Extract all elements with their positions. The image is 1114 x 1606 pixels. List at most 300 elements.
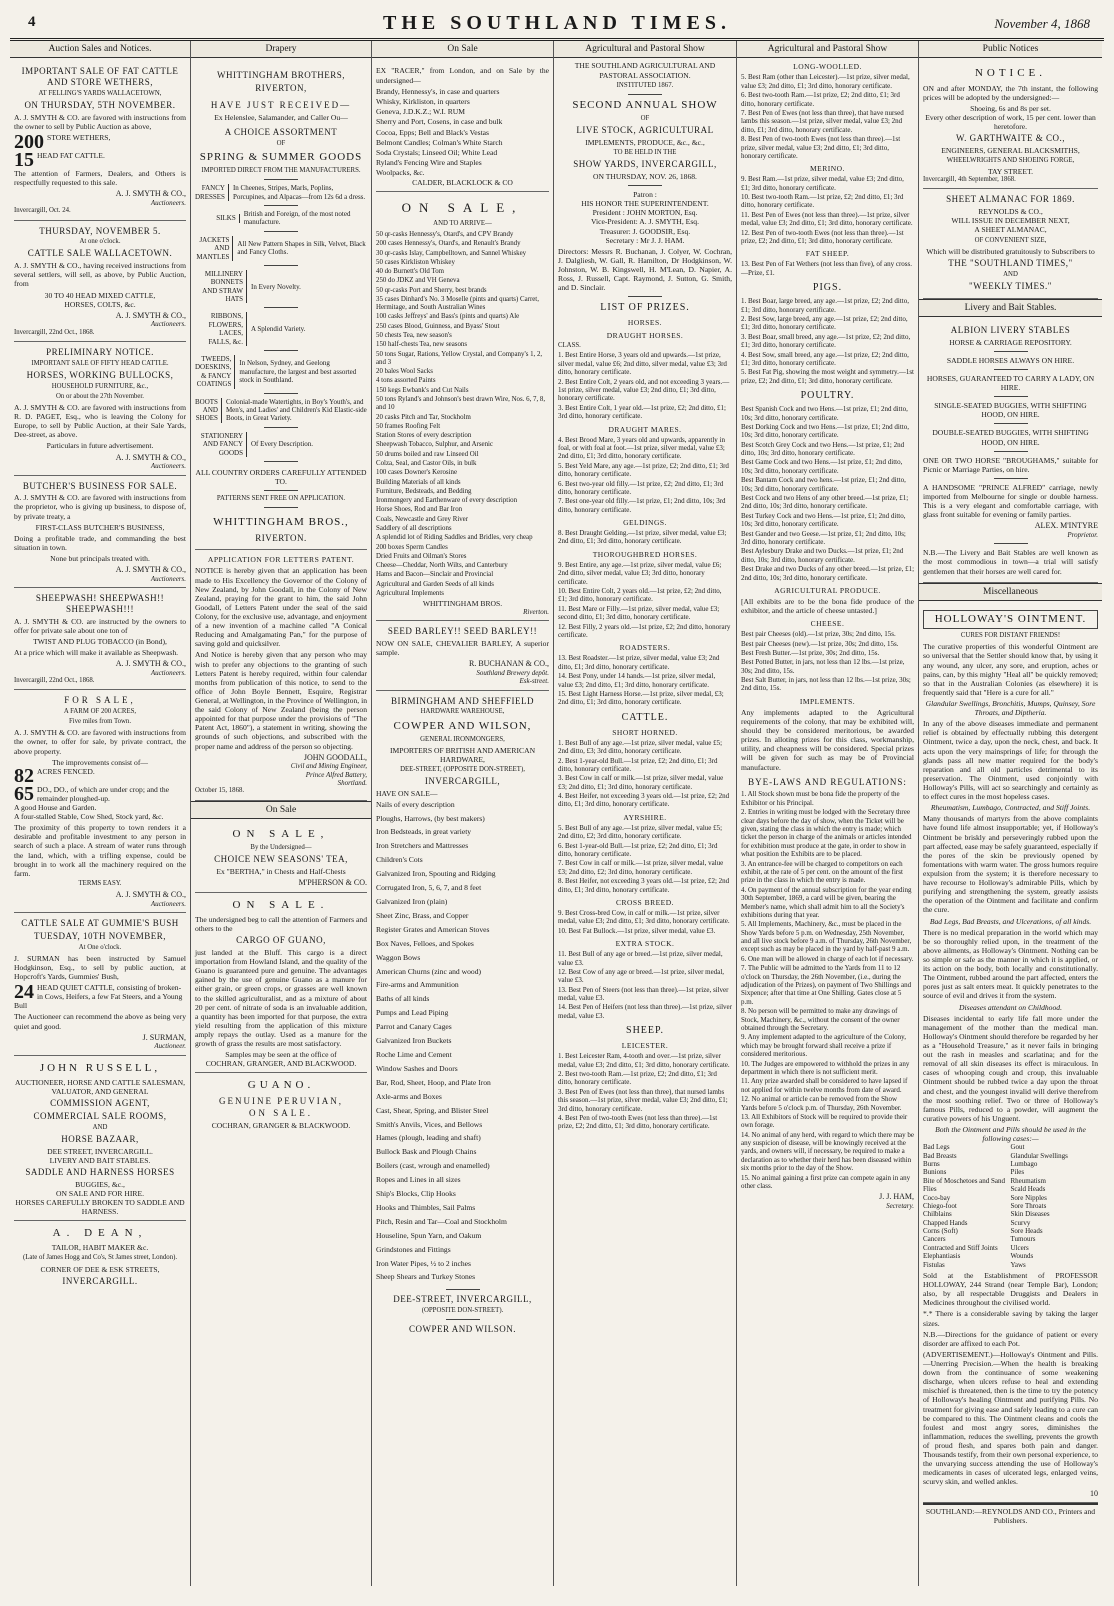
- ad-body: A. J. SMYTH & CO. are favored with instructions from the owner to sell by Public Auction as above,: [14, 112, 186, 132]
- ailment: Gout: [1010, 1143, 1025, 1152]
- ad-title: CATTLE SALE AT GUMMIE'S BUSH: [21, 918, 179, 929]
- ad-line: AND: [1003, 270, 1018, 278]
- ad-item: HORSES, COLTS, &c.: [64, 299, 136, 309]
- section-heading: THOROUGHBRED HORSES.: [592, 549, 698, 559]
- section-heading: IMPLEMENTS.: [799, 696, 856, 706]
- ad-signer: WHITTINGHAM BROS.: [422, 598, 503, 608]
- ad-price: Every other description of work, 15 per cent. lower than heretofore.: [925, 112, 1096, 132]
- ad-signer: A. J. SMYTH & CO.,: [115, 310, 186, 320]
- officer: Treasurer: J. GOODSIR, Esq.: [599, 226, 691, 236]
- ad-role: Southland Brewery depôt.: [476, 668, 549, 677]
- drapery-item: [195, 236, 367, 261]
- section-heading: PIGS.: [812, 282, 843, 294]
- goods-item: Ironmongery and Earthenware of every description: [376, 497, 518, 505]
- goods-item: 50 qr-casks Port and Sherry, best brands: [376, 286, 487, 294]
- goods-item: 100 casks Jeffreys' and Bass's (pints and quarts) Ale: [376, 313, 520, 321]
- show-title: SECOND ANNUAL SHOW: [572, 98, 718, 111]
- prize-entry: 13. Best Pen of Fat Wethers (not less than five), of any cross.—Prize, £1.: [741, 260, 912, 277]
- ad-note: Particulars in future advertisement.: [46, 441, 154, 451]
- ad-town: INVERCARGILL.: [62, 1275, 138, 1286]
- ad-sub: A FARM OF 200 ACRES,: [63, 708, 137, 716]
- ad-line: PATTERNS SENT FREE ON APPLICATION.: [216, 495, 346, 503]
- prize-entry: Best Gander and two Geese.—1st prize, £1; 2nd ditto, 10s; 3rd ditto, honorary certificate.: [741, 529, 906, 546]
- hardware-item: Iron Water Pipes, ½ to 2 inches: [376, 1258, 471, 1268]
- prize-entry: 10. Best two-tooth Ram.—1st prize, £2; 2nd ditto, £1; 3rd ditto, honorary certificate.: [741, 193, 904, 210]
- ad-role: Shortland.: [337, 778, 367, 787]
- section-heading: POULTRY.: [800, 390, 855, 402]
- prize-entry: 1. Best Boar, large breed, any age.—1st prize, £2; 2nd ditto, £1; 3rd ditto, honorary certificate.: [741, 297, 909, 314]
- column-heading: Drapery: [191, 41, 371, 58]
- prize-entry: 14. Best Pony, under 14 hands.—1st prize, silver medal, value £3; 2nd ditto, £1; 3rd ditto, honorary certificate.: [558, 672, 716, 689]
- ad-signer: JOHN GOODALL,: [303, 752, 367, 762]
- drapery-item-label: JACKETS AND MANTLES: [195, 236, 233, 261]
- ad-body: Diseases incidental to early life fall more under the management of the mother than the medical man. Holloway's Ointment should therefore be regarded by her as a "Household Treasure," as it never fails in bringing out the rash in measles and scarlatina; and for the removal of all skin diseases its effect is miraculous. In cases of whooping cough and croup, this invaluable Ointment should be rubbed twice a day upon the throat and chest, and the youngest invalid will derive therefrom the most soothing relief. Two or three of Holloway's famous Pills, reduced to a powder, will augment the curative powers of his Unguent.: [923, 1013, 1098, 1123]
- ad-line: COMMERCIAL SALE ROOMS,: [33, 1110, 167, 1121]
- goods-item: Furniture, Bedsteads, and Bedding: [376, 487, 472, 495]
- ad-town: Riverton.: [523, 607, 549, 616]
- ailment: Chiego-foot: [923, 1201, 957, 1210]
- ad-line: SINGLE-SEATED BUGGIES, WITH SHIFTING HOOD, ON HIRE.: [934, 401, 1087, 420]
- ad-line: DOUBLE-SEATED BUGGIES, WITH SHIFTING HOOD, ON HIRE.: [932, 428, 1089, 447]
- ad-holloways-ointment: [923, 604, 1098, 1503]
- ad-town: RIVERTON.: [255, 532, 307, 543]
- patron-label: Patron :: [633, 190, 657, 200]
- prize-entry: 11. Best Bull of any age or breed.—1st prize, silver medal, value £3.: [558, 950, 723, 967]
- show-title: LIVE STOCK, AGRICULTURAL: [576, 125, 714, 136]
- ailments-left: [923, 1143, 1011, 1269]
- ad-by: By the Undersigned—: [250, 844, 312, 852]
- ad-gummies-bush-sale: [14, 913, 186, 1056]
- prize-entry: 8. Best Draught Gelding.—1st prize, silver medal, value £3; 2nd ditto, £1; 3rd ditto, honorary certificate.: [558, 529, 727, 546]
- column-show-1: [554, 41, 737, 1586]
- ailment: Corns (Soft): [923, 1227, 958, 1236]
- hardware-item: Pumps and Lead Piping: [376, 1008, 449, 1018]
- ad-line: A SHEET ALMANAC,: [974, 225, 1047, 235]
- goods-item: Soda Crystals; Linseed Oil; White Lead: [376, 147, 498, 157]
- ailment: Tumours: [1010, 1235, 1036, 1244]
- bylaw-entry: 6. One man will be allowed in charge of each lot if necessary.: [741, 954, 914, 963]
- ad-title: SHEEPWASH! SHEEPWASH!! SHEEPWASH!!!: [35, 593, 165, 614]
- ailment: Burns: [923, 1159, 940, 1168]
- ad-title: ON SALE.: [232, 898, 330, 911]
- quantity: 200: [14, 131, 44, 154]
- ad-line: DEE-STREET, INVERCARGILL,: [393, 1293, 532, 1304]
- goods-item: Building Materials of all kinds: [376, 478, 461, 486]
- prize-entry: 7. Best Pen of Ewes (not less than three), that have nursed lambs this season.—1st prize, silver medal, value £3; 2nd ditto, £1; 3rd ditto, honorary certificate.: [741, 108, 904, 134]
- implements-body: Any implements adapted to the Agricultural requirements of the colony, that may be exhibited will, should they be considered meritorious, be awarded prizes. In alloting prizes for this class, workmanship, utility, and cheapness will be considered. Special prizes will be given for such as may be of Provincial manufacture.: [741, 707, 914, 772]
- column-auction-sales: [10, 41, 191, 1586]
- prize-entry: Best Dorking Cock and two Hens.—1st prize, £1; 2nd ditto, 10s; 3rd ditto, honorary certificate.: [741, 422, 909, 440]
- ad-title: NOTICE.: [974, 67, 1047, 80]
- prize-entry: Best Scotch Grey Cock and two Hens.—1st prize, £1; 2nd ditto, 10s; 3rd ditto, honorary certificate.: [741, 440, 905, 458]
- ad-title: ON SALE,: [401, 199, 524, 215]
- ad-trade: WHEELWRIGHTS AND SHOEING FORGE,: [946, 157, 1075, 165]
- section-heading: MERINO.: [810, 164, 845, 174]
- hardware-item: Cast, Shear, Spring, and Blister Steel: [376, 1105, 489, 1115]
- goods-item: 20 bales Wool Sacks: [376, 368, 433, 376]
- drapery-item: [195, 355, 367, 389]
- goods-item: 250 cases Blood, Guinness, and Byass' Stout: [376, 322, 500, 330]
- goods-item: 50 tons Ryland's and Johnson's best drawn Wire, Nos. 6, 7, 8, and 10: [376, 396, 546, 412]
- hardware-item: Parrot and Canary Cages: [376, 1022, 452, 1032]
- prize-entry: Best pair Cheeses (new).—1st prize, 30s; 2nd ditto, 15s.: [741, 639, 899, 648]
- ad-line: ALL COUNTRY ORDERS CAREFULLY ATTENDED TO.: [195, 467, 367, 487]
- ad-signer: A. J. SMYTH & CO.,: [115, 565, 186, 575]
- ad-role: Auctioneers.: [150, 574, 186, 583]
- ad-sub: AND TO ARRIVE—: [433, 220, 492, 228]
- page-columns: [10, 41, 1104, 1586]
- patron: HIS HONOR THE SUPERINTENDENT.: [581, 199, 709, 209]
- drapery-item: [195, 210, 367, 227]
- ad-line: AUCTIONEER, HORSE AND CATTLE SALESMAN, VALUATOR, AND GENERAL: [14, 1077, 186, 1096]
- ad-line: Ex "BERTHA," in Chests and Half-Chests: [216, 867, 346, 877]
- goods-item: Saddlery of all descriptions: [376, 524, 452, 532]
- section-heading: LEICESTER.: [621, 1041, 669, 1051]
- ad-line: "WEEKLY TIMES.": [969, 280, 1052, 291]
- column-heading: Agricultural and Pastoral Show: [737, 41, 918, 58]
- ad-body: (ADVERTISEMENT.)—Holloway's Ointment and Pills.—Unerring Precision.—When the health is breaking down from the continuance of some weakening discharge, when ulcers refuse to heal and extending mischief is threatened, then is the time to try the potency of Holloway's healing Ointment and purifying Pills. No treatment for giving ease and safely leading to a cure can be compared to this. The Ointment cleans and cools the foulest and most angry sores, diminishes the inflammation, reduces the swelling, prevents the growth of proud flesh, and spares both pain and danger. Thousands testify, from their own personal experience, to the unvarying success attending the use of Holloway's medicaments in cases of ulcerated legs, enlarged veins, scurvy skin, and welled ankles.: [923, 1349, 1098, 1487]
- ad-dateline: Invercargill, Oct. 24.: [14, 207, 71, 215]
- ad-body: There is no medical preparation in the world which may be so thoroughly relied upon, in the treatment of the above ailments, as Holloway's Ointment. Nothing can be so simple or safe as the manner in which it is applied, or its action on the body, both locally and constitutionally. The Ointment, rubbed around the part affected, enters the pores just as salt enters meat. It quickly penetrates to the source of evil and drives it from the system.: [923, 927, 1098, 1001]
- ad-line: SADDLE AND HARNESS HORSES: [25, 1166, 175, 1177]
- ad-extra: A good House and Garden.: [14, 803, 97, 813]
- ad-body: NOW ON SALE, CHEVALIER BARLEY, A superior sample.: [376, 639, 549, 658]
- ad-body: A. J. SMYTH & CO. are favored with instructions from the proprietor, who is giving up business, to dispose of, by private treaty, a: [14, 493, 186, 521]
- hardware-item: Iron Stretchers and Mattresses: [376, 841, 469, 851]
- section-heading: DRAUGHT HORSES.: [606, 331, 684, 341]
- ad-name: JOHN RUSSELL,: [39, 1061, 161, 1074]
- prize-entry: 6. Best two-year old filly.—1st prize, £2; 2nd ditto, £1; 3rd ditto, honorary certificate.: [558, 479, 724, 496]
- ad-a-dean: [14, 1221, 186, 1292]
- goods-item: 50 frames Roofing Felt: [376, 422, 441, 430]
- ad-item: CARGO OF GUANO,: [236, 935, 326, 946]
- ad-body: A. J. SMYTH & CO. are favored with instructions from the owner, to offer for sale, by private contract, the above property.: [14, 728, 186, 756]
- drapery-item-label: BOOTS AND SHOES: [195, 398, 222, 423]
- prize-entry: 1. Best Leicester Ram, 4-tooth and over.—1st prize, silver medal, value £3; 2nd ditto, £1; 3rd ditto, honorary certificate.: [558, 1052, 730, 1069]
- column-drapery: [191, 41, 372, 1586]
- ad-title: ON SALE,: [232, 827, 330, 840]
- ailment: Wounds: [1010, 1252, 1034, 1261]
- hardware-item: Ship's Blocks, Clip Hooks: [376, 1189, 456, 1199]
- goods-item: 4 tons assorted Paints: [376, 377, 436, 385]
- section-heading: HORSES.: [627, 318, 663, 328]
- ad-date: TUESDAY, 10TH NOVEMBER,: [33, 930, 166, 941]
- column-on-sale: [372, 41, 554, 1586]
- ad-sub: Five miles from Town.: [68, 718, 132, 726]
- instituted: INSTITUTED 1867.: [616, 81, 674, 89]
- ad-body: The undersigned beg to call the attention of Farmers and others to the: [195, 914, 367, 934]
- quantity-text: HEAD QUIET CATTLE, consisting of broken-in Cows, Heifers, a few Fat Steers, and a Young Bull: [14, 983, 183, 1011]
- quantity: 65: [14, 782, 34, 805]
- divider: [628, 296, 662, 297]
- prize-list: [558, 351, 732, 420]
- ad-line: WILL ISSUE IN DECEMBER NEXT,: [951, 216, 1070, 226]
- hardware-item: Galvanized Iron (plain): [376, 897, 448, 907]
- hardware-item: Waggon Bows: [376, 952, 421, 962]
- prize-list: [558, 561, 732, 640]
- ad-signer: A. J. SMYTH & CO.,: [115, 659, 186, 669]
- hardware-item: Iron Bedsteads, in great variety: [376, 827, 472, 837]
- divider: [994, 451, 1028, 452]
- page-number: 4: [28, 14, 36, 30]
- divider: [628, 185, 662, 186]
- show-title-of: OF: [640, 114, 650, 122]
- ad-farm-for-sale: [14, 690, 186, 913]
- ailment: Chilblains: [923, 1210, 952, 1219]
- ad-late: (Late of James Hogg and Co's, St James street, London).: [22, 1254, 178, 1262]
- ad-title: SEED BARLEY!! SEED BARLEY!!: [387, 626, 538, 637]
- drapery-item-label: FANCY DRESSES: [195, 184, 229, 201]
- ad-item: FIRST-CLASS BUTCHER'S BUSINESS,: [35, 522, 165, 532]
- prize-entry: 8. Best Pen of two-tooth Ewes (not less than three).—1st prize, silver medal, value £3; 2nd ditto, £1; 3rd ditto, honorary certificate.: [741, 135, 901, 160]
- section-heading: DRAUGHT MARES.: [608, 424, 682, 434]
- column-heading: Public Notices: [919, 41, 1102, 58]
- bylaw-entry: 4. On payment of the annual subscription for the year ending 30th September, 1869, a card will be given, bearing the Member's name, which shall admit him to all the Society's exhibitions during that year.: [741, 885, 912, 919]
- ad-whittingham-drapery: [195, 61, 367, 550]
- ad-preliminary-notice: [14, 342, 186, 476]
- divider: [628, 94, 662, 95]
- ad-body: just landed at the Bluff. This cargo is a direct importation from Howland Island, and the quality of the Guano is guaranteed pure and genuine. The advantages gained by the use of genuine Guano as a manure for either grain, or green crops, or grasses are well known to the skilled agriculturalist, and as a mixture of about 20 per cent. of nitrate of soda is an invaluable addition, a quantity has been imported for that purpose, the extra yield resulting from the application of this mixture amply repays the outlay. Used as a manure for the growth of grass the results are most satisfactory.: [195, 947, 367, 1049]
- hardware-item: Fire-arms and Ammunition: [376, 980, 459, 990]
- secretary-role: Secretary.: [886, 1202, 914, 1210]
- goods-item: Cocoa, Epps; Bell and Black's Vestas: [376, 127, 490, 137]
- ad-line: THE "SOUTHLAND TIMES,": [948, 257, 1073, 268]
- column-heading: Agricultural and Pastoral Show: [554, 41, 736, 58]
- prize-entry: 11. Best Pen of Ewes (not less than three).—1st prize, silver medal, value £3; 2nd ditto, £1; 3rd ditto, honorary certificate.: [741, 210, 913, 228]
- ad-name: A. DEAN,: [52, 1227, 148, 1240]
- ad-john-russell: [14, 1056, 186, 1221]
- hardware-item: Roche Lime and Cement: [376, 1049, 452, 1059]
- goods-item: Sheepwash Tobacco, Sulphur, and Arsenic: [376, 441, 493, 449]
- ad-body: In any of the above diseases immediate and permanent relief is obtained by effectually rubbing this detergent Ointment, twice a day, upon the neck, chest, and back. It acts upon the very mainsprings of life; for through the glands pass all new matter required for the body's reparation and all old particles detrimental to its preservation. The Ointment, used conjointly with Holloway's Pills, will act so searchingly and certainly as to effect cures in the most hopeless cases.: [923, 719, 1098, 802]
- ailment: Cancers: [923, 1235, 946, 1244]
- ad-dateline: Invercargill, 22nd Oct., 1868.: [14, 677, 95, 685]
- prize-entry: 12. Best Filly, 2 years old.—1st prize, £2; 2nd ditto, honorary certificate.: [558, 622, 731, 639]
- hardware-item: Box Naves, Felloes, and Spokes: [376, 938, 474, 948]
- directors: Directors: Messrs R. Buchanan, J. Colyer, W. Cochran, J. Dalgliesh, W. Gall, R. Hamilton, Dr Hodgkinson, W. Johnston, W. B. Kingswell, H. M'Lean, D. Napier, A. Ross, J. Russell, Capt. Raymond, J. Sutton, G. Smith, and D. Sinclair.: [558, 246, 732, 293]
- prize-entry: Best Aylesbury Drake and two Ducks.—1st prize, £1; 2nd ditto, 10s; 3rd ditto, honorary certificate.: [741, 547, 904, 564]
- ad-body: N.B.—Directions for the guidance of patient or every disorder are affixed to each Pot.: [923, 1329, 1098, 1348]
- ad-subhead: Rheumatism, Lumbago, Contracted, and Stiff Joints.: [930, 803, 1091, 813]
- hardware-item: Ropes and Lines in all sizes: [376, 1175, 461, 1185]
- ad-body: The proximity of this property to town renders it a desirable and profitable investment to any person in search of such a place. A stream of water runs through the land, which, with a trifling expense, could be brought in to work all the machinery required on the farm.: [14, 823, 186, 878]
- quantity-text: DO., DO., of which are under crop; and the remainder ploughed-up.: [37, 784, 170, 803]
- ad-signer: M'PHERSON & CO.: [298, 878, 367, 888]
- section-heading: LONG-WOOLLED.: [793, 62, 862, 72]
- column-heading: On Sale: [372, 41, 553, 58]
- quantity: 15: [14, 149, 34, 172]
- ad-line: HAVE ON SALE—: [376, 789, 438, 799]
- ailment: Lumbago: [1010, 1159, 1038, 1168]
- prize-entry: 6. Best 1-year-old Bull.—1st prize, £2; 2nd ditto, £1; 3rd ditto, honorary certificate.: [558, 841, 718, 859]
- quantity: 82: [14, 764, 34, 787]
- imprint: SOUTHLAND:—REYNOLDS AND CO., Printers and Publishers.: [923, 1503, 1098, 1525]
- ad-role: Auctioneers.: [150, 462, 186, 471]
- quantity-text: ACRES FENCED.: [37, 766, 95, 776]
- section-heading: FAT SHEEP.: [805, 249, 850, 259]
- ad-body: A. J. SMYTH & CO., having received instructions from several settlers, will sell, as above, by Public Auction, from: [14, 261, 186, 289]
- produce-note: [All exhibits are to be the bona fide produce of the exhibitor, and the article of cheese untasted.]: [741, 596, 914, 616]
- ad-name: WHITTINGHAM BROS.,: [213, 516, 349, 529]
- ad-sub: CURES FOR DISTANT FRIENDS!: [960, 632, 1061, 640]
- bylaw-entry: 12. No animal or article can be removed from the Show Yards before 5 o'clock p.m. of Thursday, 26th November.: [741, 1095, 902, 1112]
- goods-item: 50 cases Kirkliston Whiskey: [376, 258, 455, 266]
- bylaws-heading: BYE-LAWS AND REGULATIONS:: [748, 776, 907, 787]
- ad-title: ALBION LIVERY STABLES: [950, 324, 1071, 335]
- prize-entry: 4. Best Heifer, not exceeding 3 years old.—1st prize, £2; 2nd ditto, £1; 3rd ditto, honorary certificate.: [558, 792, 730, 809]
- ailments-right: [1011, 1143, 1099, 1269]
- ad-line: HORSE BAZAAR,: [61, 1133, 139, 1144]
- prize-entry: 7. Best Cow in calf or milk.—1st prize, silver medal, value £3; 2nd ditto, £2; 3rd ditto, honorary certificate.: [558, 859, 724, 876]
- prize-entry: 9. Best Entire, any age.—1st prize, silver medal, value £6; 2nd ditto, silver medal, value £3; 3rd ditto, honorary certificate.: [558, 560, 722, 586]
- ad-price: Shoeing, 6s and 8s per set.: [970, 103, 1051, 113]
- goods-item: Geneva, J.D.K.Z.; W.I. RUM: [376, 107, 466, 117]
- drapery-item: [195, 398, 367, 423]
- ad-line: LIVERY AND BAIT STABLES.: [49, 1155, 151, 1165]
- ailment: Scald Heads: [1010, 1185, 1046, 1194]
- hardware-item: Galvanized Iron, Spouting and Ridging: [376, 869, 496, 879]
- ad-line: ON SALE.: [249, 1108, 313, 1119]
- ad-fat-cattle-sale: [14, 61, 186, 220]
- ad-addr: CORNER OF DEE & ESK STREETS,: [40, 1264, 160, 1274]
- drapery-item-desc: A Splendid Variety.: [251, 325, 306, 334]
- section-heading: SHORT HORNED.: [612, 727, 678, 737]
- divider: [994, 478, 1028, 479]
- quantity: 24: [14, 981, 34, 1004]
- issue-date: November 4, 1868: [994, 16, 1090, 31]
- drapery-item: [195, 312, 367, 346]
- hardware-list: [376, 798, 549, 1285]
- goods-item: 150 kegs Ewbank's and Cut Nails: [376, 386, 469, 394]
- masthead: [10, 8, 1104, 41]
- ad-role: Auctioneers.: [150, 320, 186, 329]
- ad-subhead: Bad Legs, Bad Breasts, and Ulcerations, of all kinds.: [929, 916, 1092, 926]
- ad-line: ON SALE AND FOR HIRE.: [56, 1188, 144, 1198]
- prize-entry: 2. Best two-tooth Ram.—1st prize, £2; 2nd ditto, £1; 3rd ditto, honorary certificate.: [558, 1070, 717, 1087]
- prize-entry: 4. Best Pen of two-tooth Ewes (not less than three).—1st prize, £2; 2nd ditto, £1; 3rd ditto, honorary certificate.: [558, 1114, 718, 1131]
- divider: [264, 507, 298, 508]
- ad-note: The Auctioneer can recommend the above as being very quiet and good.: [14, 1012, 186, 1031]
- ad-title: BUTCHER'S BUSINESS FOR SALE.: [22, 480, 178, 491]
- prize-entry: 2. Best Entire Colt, 2 years old, and not exceeding 3 years.—1st prize, silver medal, value £3; 2nd ditto, £1; 3rd ditto, honorary certificate.: [558, 377, 730, 403]
- ad-line: (OPPOSITE DON-STREET).: [421, 1306, 504, 1314]
- prize-entry: 11. Best Mare or Filly.—1st prize, silver medal, value £3; second ditto, £1; 3rd ditto, honorary certificate.: [558, 604, 720, 622]
- divider: [446, 1319, 480, 1320]
- ad-date: ON THURSDAY, 5TH NOVEMBER.: [24, 100, 176, 111]
- ailment: Elephantiasis: [923, 1252, 961, 1261]
- ad-dateline: October 15, 1868.: [195, 787, 245, 795]
- ailment: Bad Breasts: [923, 1151, 957, 1160]
- drapery-item-label: RIBBONS, FLOWERS, LACES, FALLS, &c.: [195, 312, 247, 346]
- hardware-item: Nails of every description: [376, 799, 455, 809]
- bylaw-list: [741, 790, 914, 1190]
- ad-intro: EX "RACER," from London, and on Sale by the undersigned—: [376, 66, 549, 85]
- ad-body: Many thousands of martyrs from the above complaints have found life almost insupportable; yet, if Holloway's Ointment be briskly and perseveringly rubbed upon the part affected, ease may be safely guaranteed, especially if the pores of the skin be previously opened by fomentations with warm water. The gross humors require expulsion from the system; it is therefore necessary to have recourse to Holloway's admirable Pills, which by purifying and strengthening the system, greatly assists the operation of the Ointment and facilitate and confirm the cure.: [923, 814, 1098, 915]
- prize-entry: 12. Best Pen of two-tooth Ewes (not less than three).—1st prize, £2; 2nd ditto, £1; 3rd ditto, honorary certificate.: [741, 228, 904, 246]
- ad-butchers-business: [14, 476, 186, 589]
- goods-item: Horse Shoes, Rod and Bar Iron: [376, 506, 463, 514]
- ailment: Glandular Swellings: [1010, 1151, 1068, 1160]
- ad-name: COWPER AND WILSON,: [393, 719, 532, 732]
- ad-garthwaite-notice: [923, 61, 1098, 189]
- hardware-item: Corrugated Iron, 5, 6, 7, and 8 feet: [376, 883, 482, 893]
- ad-role: Auctioneers.: [150, 198, 186, 207]
- ad-line: GENUINE PERUVIAN,: [219, 1095, 343, 1106]
- ad-peruvian-guano: [195, 1073, 367, 1134]
- ad-albion-stables: [923, 320, 1098, 583]
- goods-item: 100 cases Downer's Kerosine: [376, 469, 458, 477]
- goods-item: 30 qr-casks Islay, Campbelltown, and Sannel Whiskey: [376, 249, 527, 257]
- ad-note: The attention of Farmers, Dealers, and Others is respectfully requested to this sale.: [14, 169, 186, 188]
- ad-seed-barley: [376, 621, 549, 690]
- drapery-item-label: STATIONERY AND FANCY GOODS: [195, 432, 247, 457]
- drapery-item-desc: In Nelson, Sydney, and Geelong manufacture, the largest and best assorted stock in Southland.: [239, 359, 357, 385]
- ad-line: SADDLE HORSES ALWAYS ON HIRE.: [946, 355, 1075, 365]
- ad-signer: CALDER, BLACKLOCK & CO: [412, 177, 513, 187]
- bylaw-entry: 15. No animal gaining a first prize can compete again in any other class.: [741, 1173, 911, 1191]
- ad-extra: A four-stalled Stable, Cow Shed, Stock yard, &c.: [14, 812, 164, 822]
- ad-body: At a price which will make it available as Sheepwash.: [14, 648, 179, 658]
- ad-body: *.* There is a considerable saving by taking the larger sizes.: [923, 1309, 1098, 1328]
- goods-item: Belmont Candles; Colman's White Starch: [376, 137, 503, 147]
- prize-entry: 1. Best Entire Horse, 3 years old and upwards.—1st prize, silver medal, value £6; 2nd ditto, silver medal, value £3; 3rd ditto, honorary certificate.: [558, 351, 727, 377]
- ad-signer: J. SURMAN,: [142, 1032, 186, 1042]
- prize-entry: 6. Best two-tooth Ram.—1st prize, £2; 2nd ditto, £1; 3rd ditto, honorary certificate.: [741, 91, 900, 108]
- prize-entry: 13. Best Roadster.—1st prize, silver medal, value £3; 2nd ditto, £1; 3rd ditto, honorary certificate.: [558, 654, 720, 671]
- bylaw-entry: 3. An entrance-fee will be charged to competitors on each exhibit, at the rate of 5 per cent. on the amount of the first prize in the class in which the entry is made.: [741, 859, 903, 885]
- drapery-item-desc: In Every Novelty.: [251, 282, 301, 291]
- ad-role: Civil and Mining Engineer,: [290, 762, 367, 771]
- ad-place: AT FELLING'S YARDS WALLACETOWN,: [38, 89, 162, 97]
- bylaw-entry: 11. Any prize awarded shall be considered to have lapsed if not applied for within twelve months from date of award.: [741, 1077, 908, 1094]
- goods-item: 50 qr-casks Hennessy's, Otard's, and CPV Brandy: [376, 230, 514, 238]
- prize-entry: 5. Best Yeld Mare, any age.—1st prize, £2; 2nd ditto, £1; 3rd ditto, honorary certificate.: [558, 461, 729, 479]
- prize-list: [558, 824, 732, 894]
- drapery-item-label: MILLINERY BONNETS AND STRAW HATS: [195, 270, 247, 304]
- ad-line: HORSES, GUARANTEED TO CARRY A LADY, ON HIRE.: [926, 374, 1095, 393]
- hardware-item: Sheep Shears and Turkey Stones: [376, 1272, 476, 1282]
- prize-entry: Best Turkey Cock and two Hens.—1st prize, £1; 2nd ditto, 10s; 3rd ditto, honorary certificate.: [741, 511, 906, 529]
- ad-line: AND: [92, 1123, 108, 1131]
- ailments-table: [923, 1143, 1098, 1269]
- goods-item: Coals, Newcastle and Grey River: [376, 515, 469, 523]
- hardware-item: Children's Cots: [376, 855, 423, 865]
- goods-list: [376, 87, 549, 178]
- prize-entry: Best Fresh Butter.—1st prize, 30s; 2nd ditto, 15s.: [741, 648, 880, 657]
- prize-entry: 10. Best Fat Bullock.—1st prize, silver medal, value £3.: [558, 926, 716, 935]
- ad-item: TWIST AND PLUG TOBACCO (in Bond),: [33, 636, 167, 646]
- prize-list: [558, 1052, 732, 1131]
- prize-list: [558, 654, 732, 706]
- ailment: Rheumatism: [1010, 1176, 1046, 1185]
- hardware-item: Hooks and Thimbles, Sail Palms: [376, 1202, 476, 1212]
- quantity-text: HEAD FAT CATTLE.: [37, 151, 105, 161]
- column-subheading: Miscellaneous: [919, 583, 1102, 601]
- bylaw-entry: 5. All Implements, Machinery, &c., must be placed in the Show Yards before 5 p.m. on Wednesday, 25th November, and all live stock before 9 a.m. of Thursday, 26th November, except such as may be placed in the yard by half-past 9 a.m.: [741, 920, 912, 954]
- ad-line: A CHOICE ASSORTMENT: [224, 126, 338, 137]
- goods-item: 40 do Burnett's Old Tom: [376, 268, 445, 276]
- ad-line: COWPER AND WILSON.: [408, 1323, 517, 1334]
- bylaw-entry: 2. Entries in writing must be lodged with the Secretary three clear days before the day of show, when the Ticket will be given, stating the class in which the entry is made; which ticket the person in charge of the animals or articles intended for exhibition must produce at the gate, in order to show in what position the Exhibits are to be placed.: [741, 808, 912, 859]
- ad-sheet-almanac: [923, 189, 1098, 298]
- ailment: Coco-bay: [923, 1193, 951, 1202]
- column-show-2: [737, 41, 919, 1586]
- ailment: Bad Legs: [923, 1143, 950, 1152]
- goods-item: 35 cases Dinhard's No. 3 Moselle (pints and quarts) Carret, Hermitage, and South Australian Wines: [376, 295, 539, 312]
- ad-role: Prince Alfred Battery,: [305, 770, 367, 779]
- drapery-item: [195, 184, 367, 201]
- goods-item: 50 chests Tea, new season's: [376, 332, 452, 340]
